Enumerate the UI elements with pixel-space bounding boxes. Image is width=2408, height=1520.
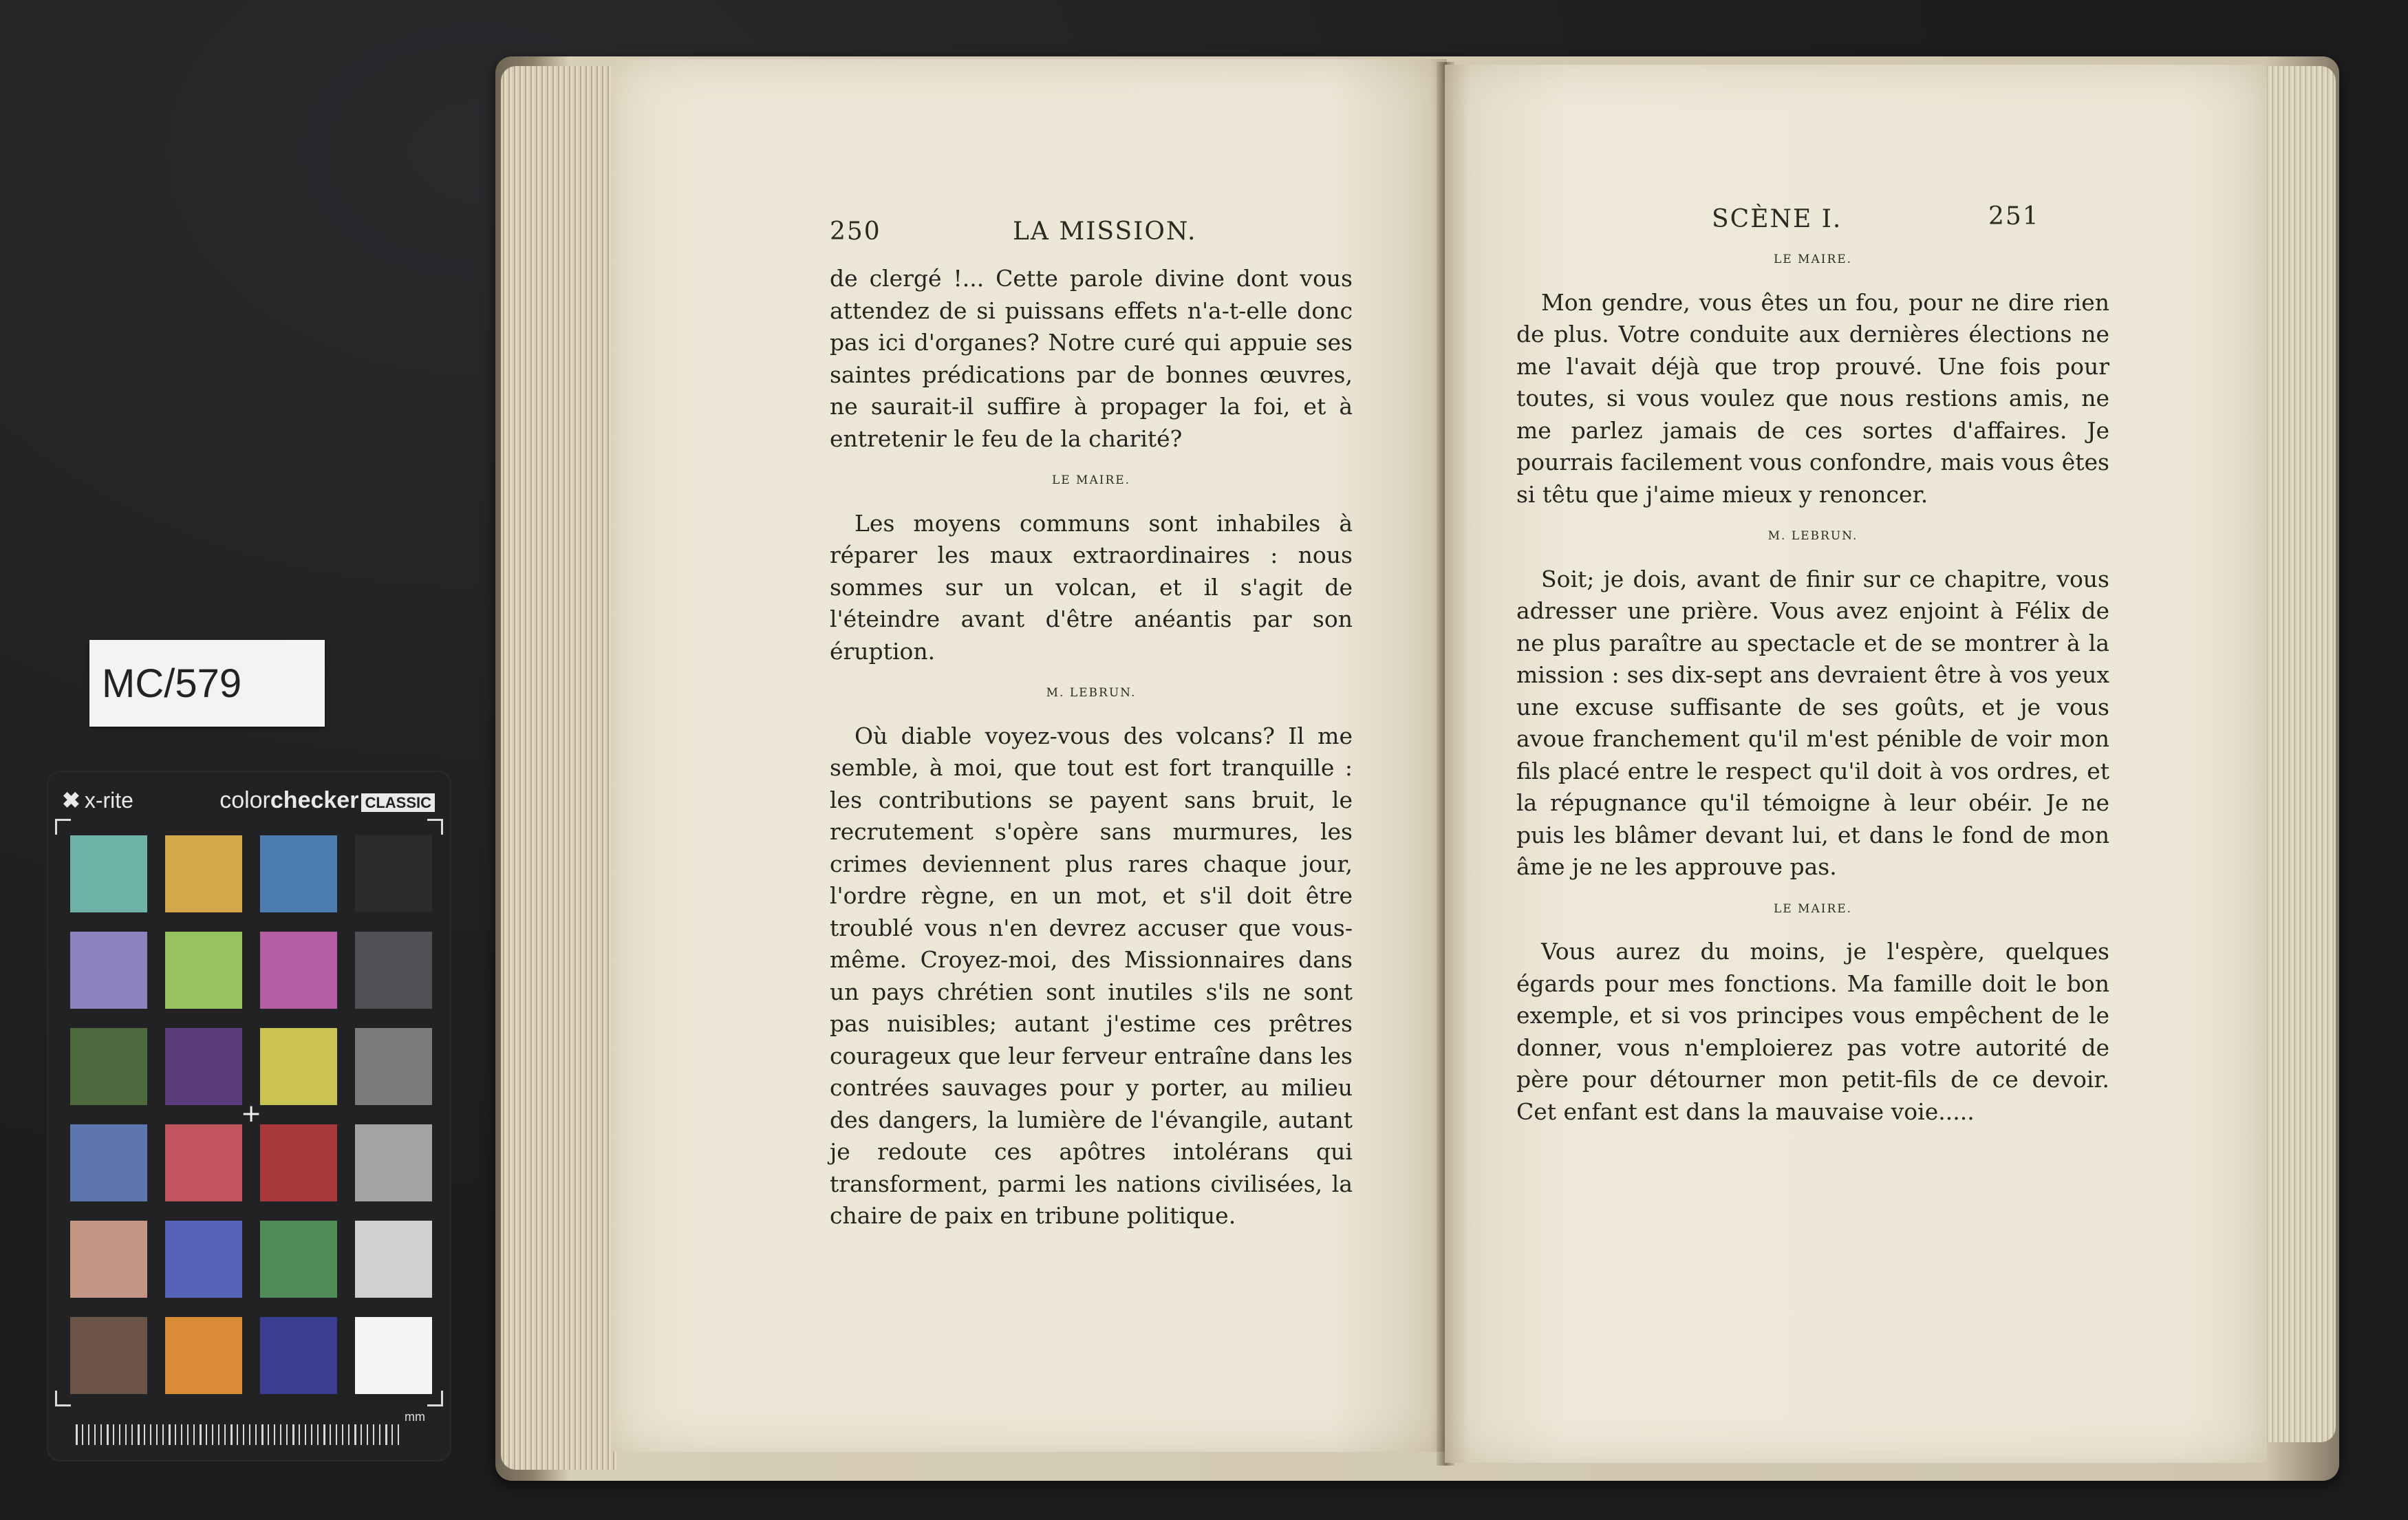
left-running-title: LA MISSION. xyxy=(1013,217,1197,246)
color-patch xyxy=(260,1317,337,1394)
right-page-number: 251 xyxy=(1988,202,2040,231)
color-patch xyxy=(260,932,337,1009)
color-patch xyxy=(260,835,337,912)
color-patch xyxy=(355,835,432,912)
right-running-title: SCÈNE I. xyxy=(1712,205,1842,233)
color-patch xyxy=(260,1221,337,1298)
catalogue-label xyxy=(89,640,325,727)
xrite-brand-text: x-rite xyxy=(84,788,133,813)
color-patch xyxy=(70,1124,147,1201)
crosshair-icon: + xyxy=(241,1100,262,1128)
right-page xyxy=(1445,65,2267,1463)
color-patch xyxy=(70,1028,147,1105)
xrite-x-icon: ✖ xyxy=(62,788,80,813)
colorchecker-classic-tag: CLASSIC xyxy=(361,793,435,812)
color-patch xyxy=(70,835,147,912)
speaker-label: LE MAIRE. xyxy=(1773,901,1853,916)
color-patch xyxy=(70,932,147,1009)
color-patch xyxy=(165,1317,242,1394)
color-patch xyxy=(355,1221,432,1298)
color-patch xyxy=(70,1221,147,1298)
colorchecker-title-bold: checker xyxy=(270,787,359,813)
color-patch xyxy=(355,1124,432,1201)
catalogue-label-text: MC/579 xyxy=(102,661,242,706)
mm-ruler-major-ticks xyxy=(76,1424,399,1445)
page-edges-left xyxy=(501,66,618,1470)
left-page xyxy=(611,59,1447,1452)
left-paragraph-2: Les moyens communs sont inhabiles à réparer les maux extraordinaires : nous sommes sur un volcan, et il s'agit de l'éteindre avant d'être anéantis par son éruption. xyxy=(830,509,1353,665)
corner-mark xyxy=(55,819,71,835)
right-text-block xyxy=(1516,244,2109,1128)
xrite-logo xyxy=(62,787,133,813)
left-paragraph-1: de clergé !... Cette parole divine dont vous attendez de si puissans effets n'a-t-elle donc pas ici d'organes? Notre curé qui appuie ses saintes prédications par de bonnes œuvres, ne saurait-il suffire à propager la foi, et à entretenir le feu de la charité? xyxy=(830,265,1353,452)
color-patch xyxy=(165,1124,242,1201)
color-patch xyxy=(165,1221,242,1298)
color-checker-card xyxy=(48,772,450,1460)
speaker-label: M. LEBRUN. xyxy=(1767,529,1858,543)
color-patch xyxy=(165,1028,242,1105)
right-paragraph-3: Vous aurez du moins, je l'espère, quelques égards pour mes fonctions. Ma famille doit le bon exemple, et si vos principes vous empêchent de le donner, vous n'emploierez pas votre autorité de père pour détourner mon petit-fils de ce devoir. Cet enfant est dans la mauvaise voie..... xyxy=(1516,938,2109,1125)
left-text-block xyxy=(830,263,1353,1232)
color-patch xyxy=(355,932,432,1009)
color-patch xyxy=(260,1028,337,1105)
speaker-label: LE MAIRE. xyxy=(1051,473,1131,487)
right-paragraph-1: Mon gendre, vous êtes un fou, pour ne dire rien de plus. Votre conduite aux dernières élections ne me l'avait déjà que trop prouvé. Une fois pour toutes, si vous voulez que nous restions amis, ne me parlez jamais de ces sortes d'affaires. Je pourrais facilement vous confondre, mais vous êtes si têtu que j'aime mieux y renoncer. xyxy=(1516,288,2109,508)
ruler-unit: mm xyxy=(405,1410,425,1424)
color-patch xyxy=(355,1028,432,1105)
right-paragraph-2: Soit; je dois, avant de finir sur ce chapitre, vous adresser une prière. Vous avez enjoint à Félix de ne plus paraître au spectacle et de se montrer à la mission : ses dix-sept ans devraient être à vos yeux une excuse suffisante de ses goûts, et je vous avoue franchement qu'il m'est pénible de voir mon fils placé entre le respect qu'il doit à vos ordres, et la répugnance qu'il témoigne à leur obéir. Je ne puis les blâmer devant lui, et dans le fond de mon âme je ne les approuve pas. xyxy=(1516,565,2109,880)
color-patch xyxy=(260,1124,337,1201)
color-patch xyxy=(165,932,242,1009)
left-page-number: 250 xyxy=(830,217,881,246)
speaker-label: M. LEBRUN. xyxy=(1046,686,1137,700)
color-patch xyxy=(165,835,242,912)
colorchecker-title-light: color xyxy=(219,787,270,813)
color-patch xyxy=(355,1317,432,1394)
colorchecker-title xyxy=(219,787,435,814)
speaker-label: LE MAIRE. xyxy=(1773,253,1853,266)
corner-mark xyxy=(427,819,443,835)
color-patch xyxy=(70,1317,147,1394)
left-paragraph-3: Où diable voyez-vous des volcans? Il me semble, à moi, que tout est fort tranquille : les contributions se payent sans bruit, le recrutement s'opère sans murmures, les crimes deviennent plus rares chaque jour, l'ordre règne, en un mot, et s'il doit être troublé vous n'en devrez accuser que vous-même. Croyez-moi, des Missionnaires dans un pays chrétien sont inutiles s'ils ne sont pas nuisibles; autant j'estime ces prêtres courageux que leur ferveur entraîne dans les contrées sauvages pour y porter, au milieu des dangers, la lumière de l'évangile, autant je redoute ces apôtres intolérans qui transforment, parmi les nations civilisées, la chaire de paix en tribune politique. xyxy=(830,722,1353,1229)
